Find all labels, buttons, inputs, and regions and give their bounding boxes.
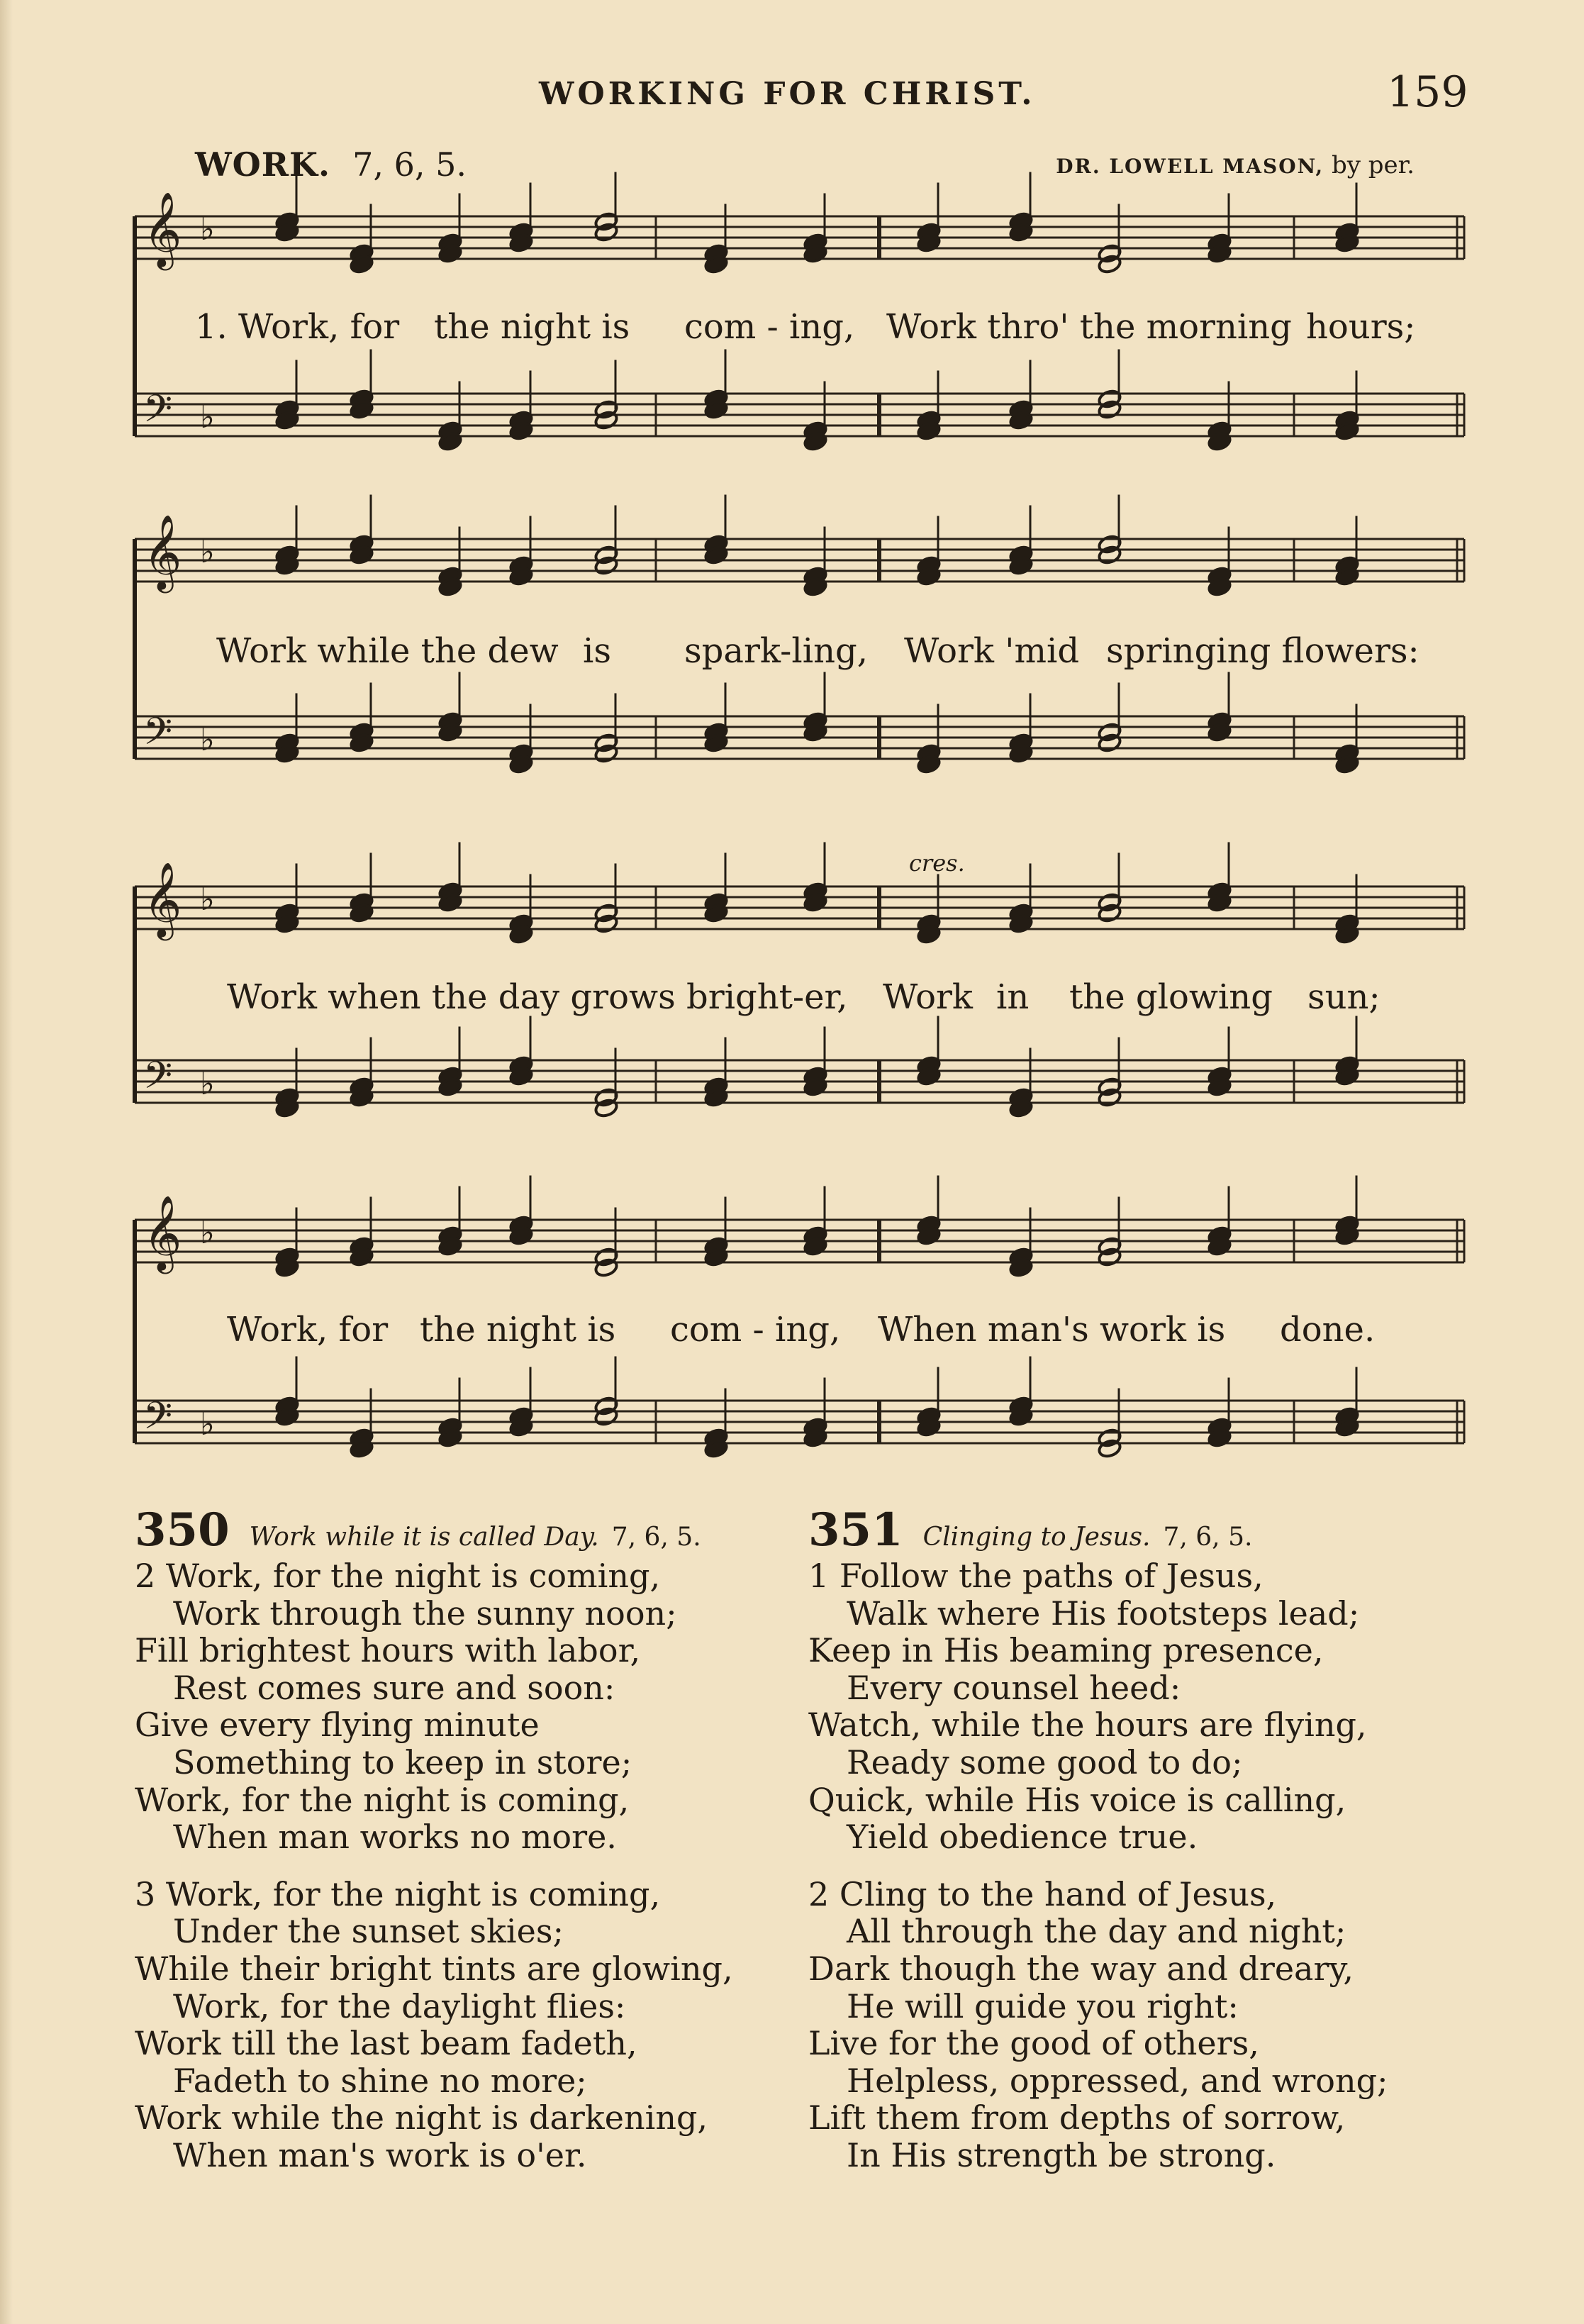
verse-line: Yield obedience true.	[847, 1818, 1198, 1857]
hymn-texts	[135, 1503, 1475, 2255]
hymn-title: Work while it is called Day.	[249, 1523, 599, 1552]
verse-line: He will guide you right:	[847, 1986, 1239, 2025]
stanza-2	[135, 1557, 794, 1856]
stanza-2	[808, 1876, 1468, 2174]
verse-line: Keep in His beaming presence,	[808, 1631, 1324, 1670]
bass-clef: 𝄢	[143, 387, 173, 440]
page-number: 159	[1387, 67, 1468, 117]
verse-line: Helpless, oppressed, and wrong;	[847, 2061, 1388, 2100]
key-signature-flat: ♭	[200, 1215, 215, 1251]
treble-clef: 𝄞	[143, 861, 182, 938]
composer-note: by per.	[1332, 151, 1415, 179]
dynamic-marking-cres: cres.	[909, 850, 965, 877]
verse-line: Work till the last beam fadeth,	[135, 2024, 637, 2063]
verse-line: Watch, while the hours are flying,	[808, 1706, 1367, 1745]
key-signature-flat: ♭	[200, 1406, 215, 1442]
verse-line: Fill brightest hours with labor,	[135, 1631, 641, 1670]
verse-line: Every counsel heed:	[847, 1668, 1181, 1707]
stanza-3	[135, 1876, 794, 2174]
verse-line: Under the sunset skies;	[173, 1912, 564, 1951]
verse-line: Ready some good to do;	[847, 1742, 1243, 1781]
verse-line: Give every flying minute	[135, 1706, 540, 1745]
bass-clef: 𝄢	[143, 1394, 173, 1447]
verse-line: While their bright tints are glowing,	[135, 1949, 733, 1988]
hymn-meter: 7, 6, 5.	[611, 1523, 701, 1552]
verse-line: When man works no more.	[173, 1818, 617, 1857]
lyric-system-4-e: done.	[1280, 1310, 1376, 1350]
lyric-system-2-b: is	[583, 631, 611, 671]
lyric-system-4-b: the night is	[420, 1310, 616, 1350]
bass-clef: 𝄢	[143, 710, 173, 763]
lyric-system-3-e: sun;	[1307, 977, 1381, 1017]
lyric-system-4-d: When man's work is	[878, 1310, 1226, 1350]
verse-line: 2 Cling to the hand of Jesus,	[808, 1874, 1277, 1913]
lyric-system-1-a: 1. Work, for	[195, 307, 400, 347]
verse-line: 1 Follow the paths of Jesus,	[808, 1557, 1264, 1595]
hymn-title: Clinging to Jesus.	[922, 1523, 1151, 1552]
lyric-system-1-d: Work thro' the morning	[886, 307, 1292, 347]
verse-line: 3 Work, for the night is coming,	[135, 1874, 661, 1913]
key-signature-flat: ♭	[200, 399, 215, 435]
verse-line: All through the day and night;	[847, 1912, 1346, 1951]
hymn-351	[808, 1503, 1468, 2194]
key-signature-flat: ♭	[200, 534, 215, 570]
hymn-351-heading	[808, 1503, 1468, 1557]
lyric-system-1-b: the night is	[434, 307, 630, 347]
verse-line: When man's work is o'er.	[173, 2135, 587, 2174]
treble-clef: 𝄞	[143, 513, 182, 590]
hymn-350	[135, 1503, 794, 2194]
lyric-system-3-d: the glowing	[1069, 977, 1273, 1017]
lyric-system-2-d: Work 'mid	[904, 631, 1080, 671]
lyric-system-4-c: com - ing,	[670, 1310, 841, 1350]
verse-line: Dark though the way and dreary,	[808, 1949, 1354, 1988]
lyric-system-2-e: springing flowers:	[1106, 631, 1420, 671]
lyric-system-3-b: Work	[883, 977, 974, 1017]
hymn-350-heading	[135, 1503, 794, 1557]
stanza-1	[808, 1557, 1468, 1856]
hymn-meter: 7, 6, 5.	[1163, 1523, 1253, 1552]
lyric-system-4-a: Work, for	[227, 1310, 389, 1350]
verse-line: Work through the sunny noon;	[173, 1594, 677, 1633]
tune-name: WORK.	[195, 145, 330, 184]
verse-line: Quick, while His voice is calling,	[808, 1780, 1346, 1819]
tune-meter: 7, 6, 5.	[352, 145, 467, 184]
verse-line: In His strength be strong.	[847, 2135, 1276, 2174]
verse-line: Walk where His footsteps lead;	[847, 1594, 1360, 1633]
lyric-system-3-a: Work when the day grows bright-er,	[227, 977, 848, 1017]
verse-line: Work while the night is darkening,	[135, 2098, 708, 2137]
hymn-number: 350	[135, 1503, 230, 1557]
lyric-system-1-c: com - ing,	[684, 307, 855, 347]
lyric-system-2-c: spark-ling,	[684, 631, 868, 671]
lyric-system-3-c: in	[996, 977, 1030, 1017]
key-signature-flat: ♭	[200, 882, 215, 918]
lyric-system-2-a: Work while the dew	[216, 631, 559, 671]
treble-clef: 𝄞	[143, 191, 182, 267]
hymn-number: 351	[808, 1503, 903, 1557]
verse-line: Rest comes sure and soon:	[173, 1668, 615, 1707]
key-signature-flat: ♭	[200, 211, 215, 248]
verse-line: Lift them from depths of sorrow,	[808, 2098, 1346, 2137]
key-signature-flat: ♭	[200, 722, 215, 758]
verse-line: Live for the good of others,	[808, 2024, 1259, 2063]
lyric-system-1-e: hours;	[1306, 307, 1416, 347]
verse-line: Something to keep in store;	[173, 1742, 632, 1781]
verse-line: Work, for the night is coming,	[135, 1780, 630, 1819]
verse-line: 2 Work, for the night is coming,	[135, 1557, 661, 1595]
key-signature-flat: ♭	[200, 1066, 215, 1102]
composer-name: DR. LOWELL MASON,	[1056, 155, 1324, 178]
verse-line: Fadeth to shine no more;	[173, 2061, 587, 2100]
bass-clef: 𝄢	[143, 1054, 173, 1107]
running-title: WORKING FOR CHRIST.	[539, 76, 1036, 112]
verse-line: Work, for the daylight flies:	[173, 1986, 626, 2025]
treble-clef: 𝄞	[143, 1194, 182, 1271]
